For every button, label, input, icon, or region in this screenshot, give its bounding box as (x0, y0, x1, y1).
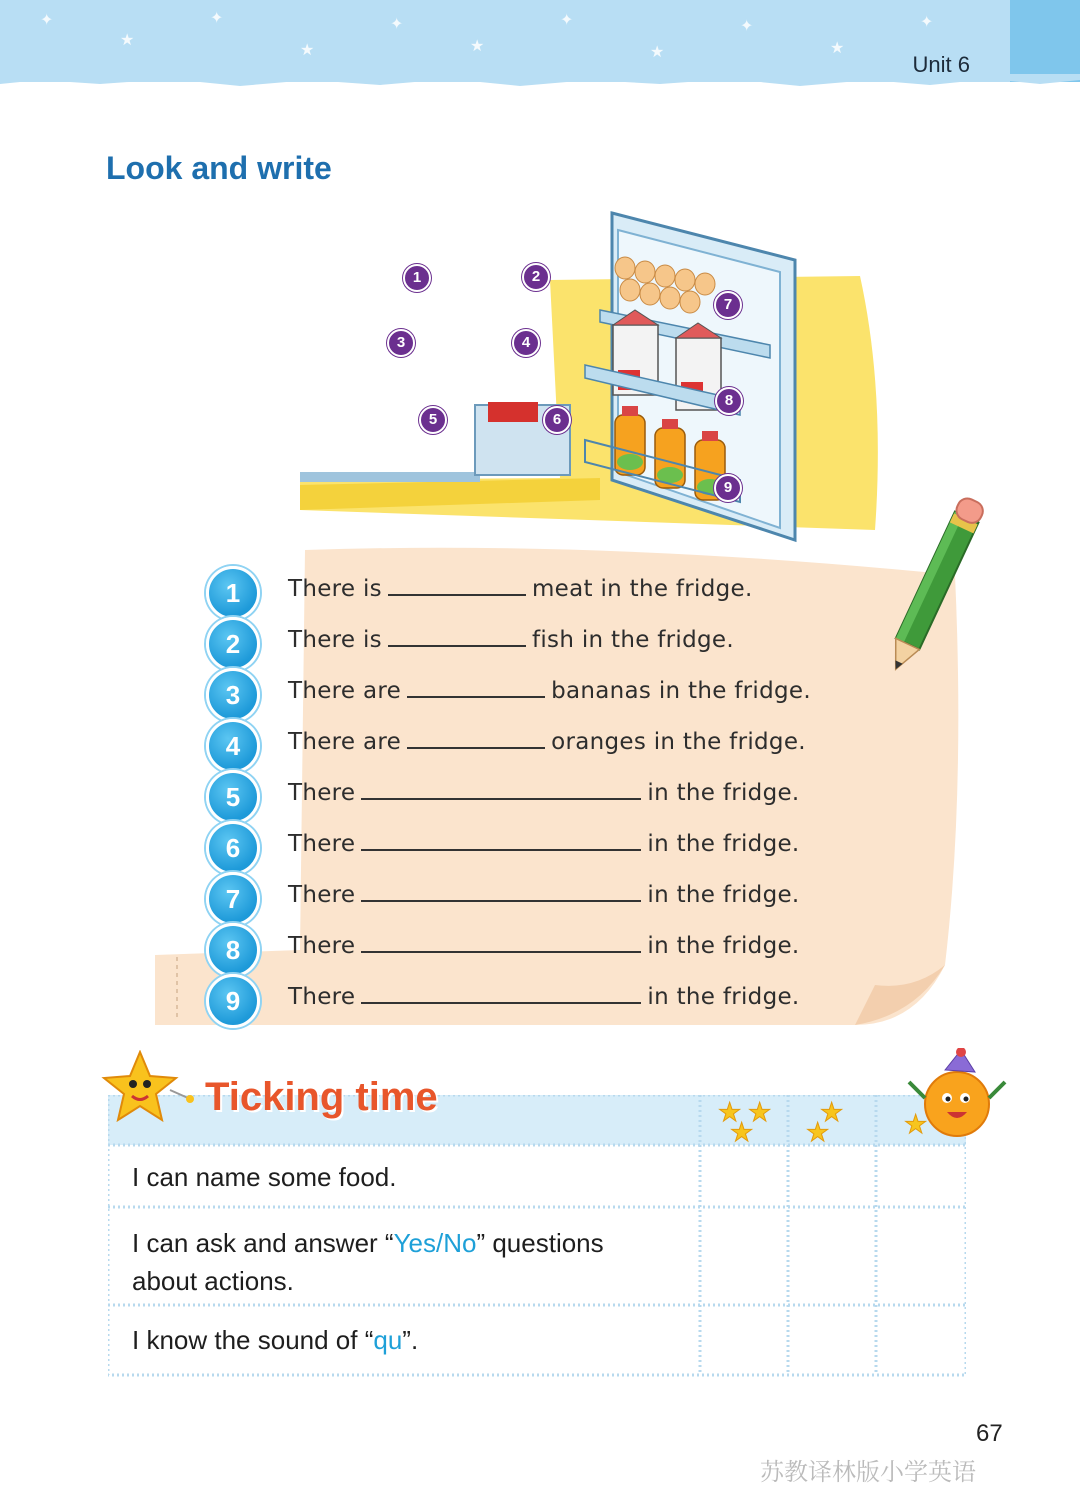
ticking-row-3: I know the sound of “qu”. (132, 1325, 419, 1355)
sentence-end: in the fridge. (647, 780, 800, 806)
exercise-number-badge: 1 (206, 566, 260, 620)
fridge-label-9: 9 (714, 474, 742, 502)
svg-text:★: ★ (748, 1097, 772, 1127)
ticking-row-2: I can ask and answer “Yes/No” questions about actions. (132, 1228, 604, 1296)
exercise-number-badge: 3 (206, 668, 260, 722)
sentence-end: in the fridge. (647, 831, 800, 857)
sentence-start: There (288, 882, 356, 908)
sentence-end: oranges in the fridge. (551, 729, 806, 755)
watermark-text: 苏教译林版小学英语 (760, 1459, 976, 1486)
answer-blank[interactable] (361, 980, 641, 1004)
fridge-label-5: 5 (419, 406, 447, 434)
tick-box-row2-col1[interactable] (702, 1210, 786, 1304)
answer-blank[interactable] (361, 827, 641, 851)
tick-box-row3-col1[interactable] (702, 1308, 786, 1374)
header-tab (1010, 0, 1080, 82)
sentence-start: There (288, 780, 356, 806)
pencil-icon (880, 490, 990, 680)
highlight-text: qu (373, 1325, 403, 1355)
exercise-number-badge: 4 (206, 719, 260, 773)
exercise-number-badge: 5 (206, 770, 260, 824)
fridge-label-3: 3 (387, 329, 415, 357)
sun-mascot-icon (905, 1048, 1011, 1146)
sentence-end: in the fridge. (647, 984, 800, 1010)
svg-text:★: ★ (904, 1109, 928, 1139)
fridge-label-1: 1 (403, 264, 431, 292)
answer-blank[interactable] (407, 674, 545, 698)
sentence-end: fish in the fridge. (531, 627, 734, 653)
answer-blank[interactable] (407, 725, 545, 749)
page-number: 67 (976, 1420, 1003, 1447)
fridge-label-8: 8 (715, 387, 743, 415)
exercise-number-badge: 9 (206, 974, 260, 1028)
exercise-sentence (288, 572, 753, 602)
exercise-sentence (288, 878, 800, 908)
svg-text:★: ★ (718, 1097, 742, 1127)
ticking-row-1: I can name some food. (132, 1162, 397, 1192)
sentence-end: in the fridge. (647, 882, 800, 908)
fridge-label-2: 2 (522, 263, 550, 291)
header-band: ✦ ★ ✦ ★ ✦ ★ ✦ ★ ✦ ★ ✦ (0, 0, 1010, 82)
tick-box-row2-col2[interactable] (790, 1210, 874, 1304)
sentence-start: There are (288, 678, 402, 704)
tick-box-row2-col3[interactable] (878, 1210, 962, 1304)
exercise-number-badge: 7 (206, 872, 260, 926)
svg-text:★: ★ (806, 1117, 830, 1147)
exercise-sentence (288, 674, 811, 704)
exercise-sentence (288, 623, 734, 653)
answer-blank[interactable] (361, 929, 641, 953)
exercise-sentence (288, 776, 800, 806)
exercise-sentence (288, 827, 800, 857)
fridge-label-7: 7 (714, 291, 742, 319)
exercise-sentence (288, 980, 800, 1010)
sentence-start: There (288, 984, 356, 1010)
sentence-end: in the fridge. (647, 933, 800, 959)
star-mascot-icon (100, 1050, 196, 1126)
tick-box-row3-col2[interactable] (790, 1308, 874, 1374)
answer-blank[interactable] (361, 878, 641, 902)
sentence-start: There (288, 933, 356, 959)
sentence-start: There are (288, 729, 402, 755)
sentence-end: bananas in the fridge. (551, 678, 811, 704)
fridge-illustration (300, 210, 890, 550)
svg-text:★: ★ (730, 1117, 754, 1147)
exercise-number-badge: 8 (206, 923, 260, 977)
answer-blank[interactable] (361, 776, 641, 800)
tick-box-row3-col3[interactable] (878, 1308, 962, 1374)
tick-box-row1-col1[interactable] (702, 1148, 786, 1206)
highlight-text: Yes/No (393, 1228, 477, 1258)
unit-label: Unit 6 (912, 52, 970, 77)
sentence-end: meat in the fridge. (531, 576, 753, 602)
fridge-label-6: 6 (543, 406, 571, 434)
tick-box-row1-col2[interactable] (790, 1148, 874, 1206)
ticking-time-title: Ticking time (205, 1075, 438, 1119)
sentence-start: There (288, 831, 356, 857)
answer-blank[interactable] (388, 572, 526, 596)
tick-box-row1-col3[interactable] (878, 1148, 962, 1206)
fridge-label-4: 4 (512, 329, 540, 357)
exercise-sentence (288, 725, 806, 755)
svg-text:★: ★ (820, 1097, 844, 1127)
exercise-number-badge: 2 (206, 617, 260, 671)
sentence-start: There is (288, 627, 382, 653)
section-title: Look and write (106, 150, 332, 186)
exercise-number-badge: 6 (206, 821, 260, 875)
answer-blank[interactable] (388, 623, 526, 647)
exercise-sentence (288, 929, 800, 959)
sentence-start: There is (288, 576, 382, 602)
